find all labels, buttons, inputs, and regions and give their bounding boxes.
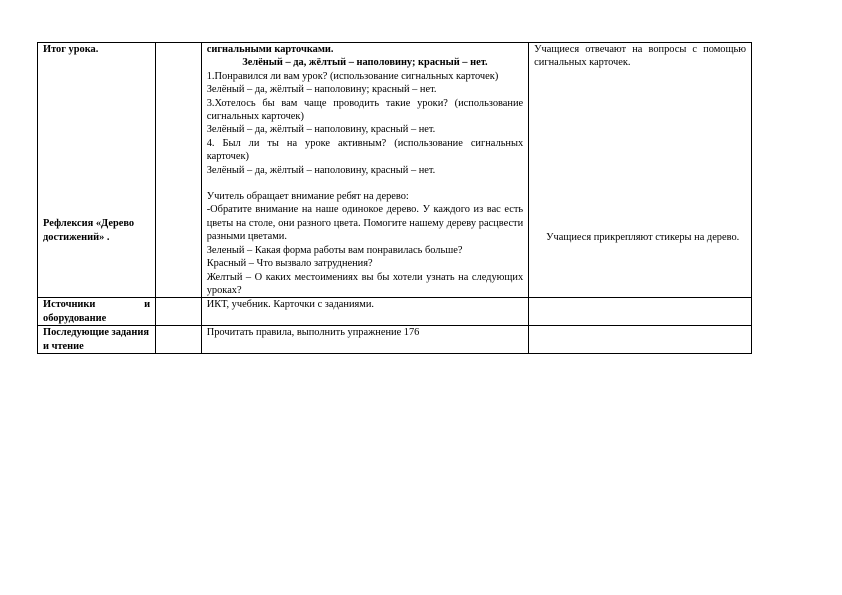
- teacher-line: -Обратите внимание на наше одинокое дерево. У каждого из вас есть цветы на столе, они разного цвета. Помогите нашему дереву расцвести разными цветами.: [206, 204, 524, 243]
- table-row: [38, 43, 752, 298]
- teacher-line: 4. Был ли ты на уроке активным? (использование сигнальных карточек): [206, 137, 524, 163]
- teacher-line: Зеленый – Какая форма работы вам понравилась больше?: [206, 244, 463, 256]
- table-row: [38, 326, 752, 354]
- teacher-activity-cell: ИКТ, учебник. Карточки с заданиями.: [201, 298, 528, 326]
- stage-cell: Последующие задания и чтение: [38, 326, 156, 354]
- teacher-activity-cell: Прочитать правила, выполнить упражнение 176: [201, 326, 528, 354]
- empty-cell: [156, 298, 202, 326]
- teacher-line: Зелёный – да, жёлтый – наполовину; красный – нет.: [206, 84, 437, 96]
- teacher-line: Учитель обращает внимание ребят на дерево:: [206, 191, 409, 203]
- student-line: Учащиеся отвечают на вопросы с помощью сигнальных карточек.: [534, 44, 746, 69]
- stage-cell: Источники и оборудование: [38, 298, 156, 326]
- empty-cell: [156, 326, 202, 354]
- teacher-line: Зелёный – да, жёлтый – наполовину; красный – нет.: [242, 57, 488, 69]
- teacher-line: Красный – Что вызвало затруднения?: [206, 258, 373, 270]
- table-row: [38, 298, 752, 326]
- student-activity-cell: [529, 43, 752, 298]
- teacher-line: Желтый – О каких местоимениях вы бы хотели узнать на следующих уроках?: [206, 271, 524, 296]
- lesson-plan-table: [37, 42, 752, 354]
- teacher-line: 1.Понравился ли вам урок? (использование сигнальных карточек): [206, 70, 499, 82]
- stage-title-reflection: Рефлексия «Дерево достижений» .: [43, 218, 135, 243]
- student-activity-cell: [529, 326, 752, 354]
- student-line: Учащиеся прикрепляют стикеры на дерево.: [546, 231, 740, 243]
- teacher-line: Зелёный – да, жёлтый – наполовину, красный – нет.: [206, 164, 436, 176]
- stage-title-summary: Итог урока.: [43, 44, 99, 55]
- student-activity-cell: [529, 298, 752, 326]
- empty-cell: [156, 43, 202, 298]
- teacher-line: сигнальными карточками.: [206, 44, 334, 55]
- teacher-activity-cell: [201, 43, 528, 298]
- teacher-line: Зелёный – да, жёлтый – наполовину, красный – нет.: [206, 124, 436, 136]
- teacher-line: 3.Хотелось бы вам чаще проводить такие уроки? (использование сигнальных карточек): [206, 97, 524, 123]
- stage-cell: [38, 43, 156, 298]
